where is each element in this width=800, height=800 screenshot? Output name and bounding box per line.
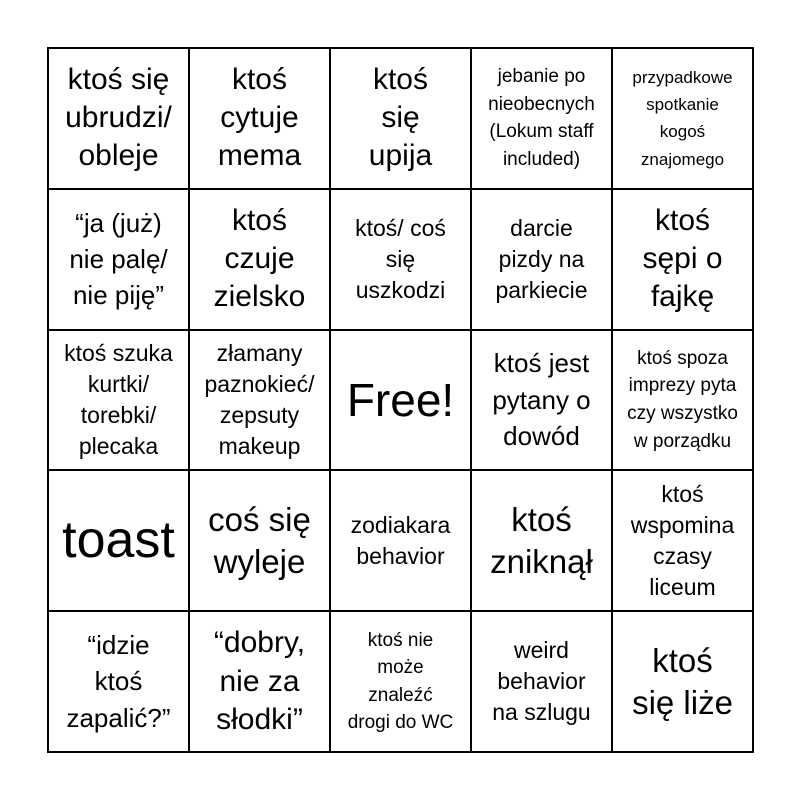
bingo-cell-text: ktoś jest pytany o dowód: [492, 348, 591, 452]
bingo-cell[interactable]: [330, 189, 471, 330]
bingo-cell[interactable]: [189, 48, 330, 189]
bingo-cell-text: darcie pizdy na parkiecie: [495, 214, 588, 303]
bingo-cell[interactable]: [48, 330, 189, 471]
bingo-cell[interactable]: [330, 48, 471, 189]
bingo-cell-text: ktoś czuje zielsko: [213, 204, 306, 314]
bingo-cell[interactable]: [48, 48, 189, 189]
bingo-cell-text: przypadkowe spotkanie kogoś znajomego: [632, 68, 733, 169]
bingo-cell[interactable]: [189, 330, 330, 471]
bingo-cell[interactable]: [471, 189, 612, 330]
bingo-cell-text: ktoś się upija: [368, 63, 433, 173]
bingo-cell-text: ktoś wspomina czasy liceum: [630, 480, 735, 600]
bingo-cell[interactable]: [612, 470, 753, 611]
bingo-cell-text: ktoś się liże: [632, 641, 733, 721]
bingo-cell[interactable]: [330, 470, 471, 611]
bingo-cell[interactable]: [48, 470, 189, 611]
free-space-label: Free!: [346, 373, 455, 426]
bingo-cell-text: “idzie ktoś zapalić?”: [66, 630, 171, 733]
bingo-cell[interactable]: [612, 48, 753, 189]
bingo-cell[interactable]: [189, 611, 330, 752]
bingo-cell[interactable]: [612, 189, 753, 330]
bingo-cell-free[interactable]: [330, 330, 471, 471]
bingo-cell-text: ktoś się ubrudzi/ obleje: [65, 63, 172, 173]
bingo-cell[interactable]: [471, 48, 612, 189]
bingo-cell-text: ktoś zniknął: [490, 500, 593, 580]
bingo-cell-text: ktoś sępi o fajkę: [642, 204, 723, 314]
bingo-cell-text: ktoś cytuje mema: [217, 63, 302, 173]
bingo-cell-text: zodiakara behavior: [350, 511, 451, 569]
bingo-cell-text: weird behavior na szlugu: [492, 637, 591, 726]
bingo-board: [47, 47, 754, 753]
bingo-cell[interactable]: [48, 189, 189, 330]
bingo-cell-text: jebanie po nieobecnych (Lokum staff included): [488, 66, 595, 170]
bingo-cell-text: ktoś szuka kurtki/ torebki/ plecaka: [64, 339, 173, 460]
bingo-cell[interactable]: [189, 189, 330, 330]
bingo-cell-text: ktoś spoza imprezy pyta czy wszystko w porządku: [627, 347, 738, 452]
bingo-cell[interactable]: [189, 470, 330, 611]
bingo-cell-text: toast: [62, 511, 175, 570]
bingo-cell-text: “dobry, nie za słodki”: [213, 626, 306, 736]
bingo-cell-text: złamany paznokieć/ zepsuty makeup: [204, 339, 315, 460]
bingo-cell-text: ktoś/ coś się uszkodzi: [355, 214, 446, 303]
bingo-cell-text: “ja (już) nie palę/ nie piję”: [69, 207, 168, 311]
bingo-cell[interactable]: [48, 611, 189, 752]
bingo-cell[interactable]: [471, 470, 612, 611]
bingo-cell[interactable]: [612, 611, 753, 752]
bingo-cell[interactable]: [330, 611, 471, 752]
bingo-cell[interactable]: [471, 611, 612, 752]
bingo-cell-text: ktoś nie może znaleźć drogi do WC: [347, 629, 454, 734]
bingo-cell-text: coś się wyleje: [208, 500, 311, 580]
bingo-cell[interactable]: [471, 330, 612, 471]
bingo-cell[interactable]: [612, 330, 753, 471]
